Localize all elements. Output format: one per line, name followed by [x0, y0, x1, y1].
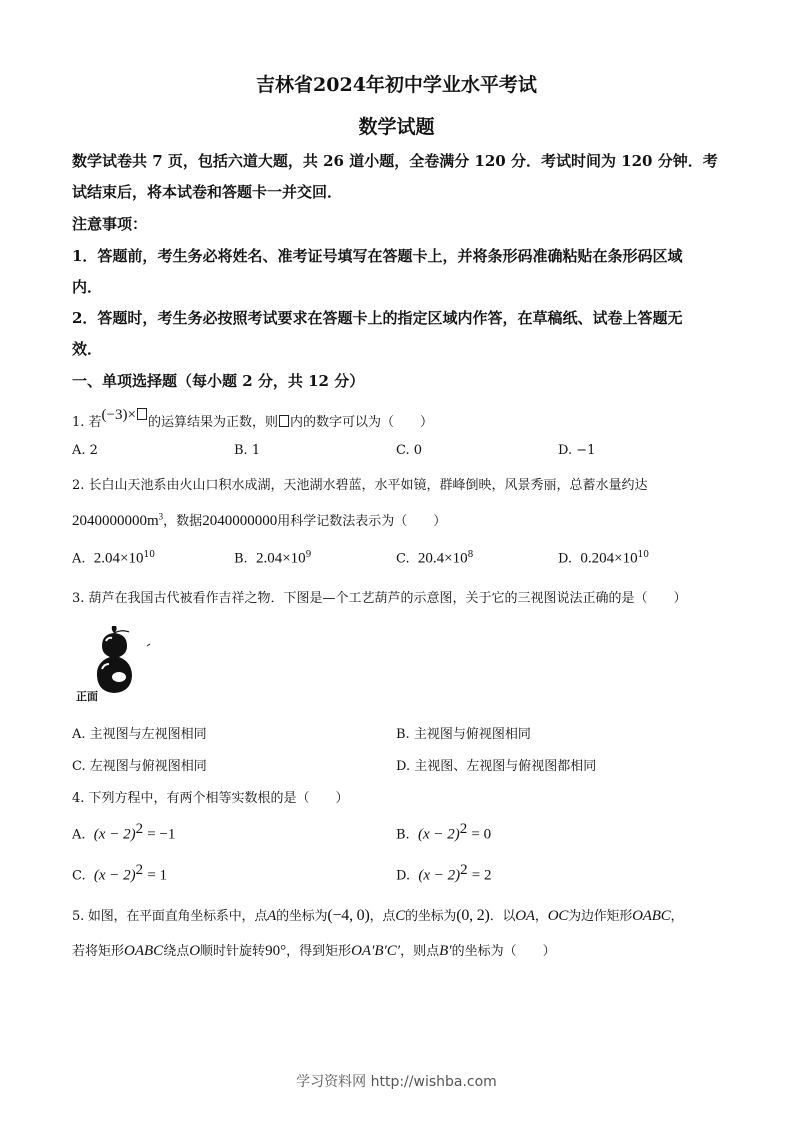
text: ，则点	[400, 944, 440, 959]
option-exponent: 9	[305, 550, 312, 560]
text: 的坐标为	[276, 909, 328, 924]
point-a: A	[267, 908, 277, 924]
option-rhs: = −1	[147, 826, 176, 843]
text: 5. 如图，在平面直角坐标系中，点	[72, 909, 268, 924]
option-label: D.	[558, 551, 573, 567]
q1-prefix: 1. 若	[72, 415, 102, 430]
q3-option-b[interactable]: B. 主视图与俯视图相同	[396, 727, 531, 742]
option-exponent: 10	[637, 550, 650, 560]
q2-option-c[interactable]	[396, 550, 473, 567]
q4-option-d[interactable]	[396, 862, 492, 884]
option-exponent: 2	[135, 821, 144, 837]
point-a-coordinates: (−4, 0)	[327, 907, 370, 924]
q2-line-2	[72, 510, 446, 530]
figure-label: 正面	[76, 690, 98, 703]
segment-oa: OA	[515, 908, 535, 924]
option-label: B.	[396, 827, 410, 843]
option-label: D.	[396, 868, 411, 884]
q4-option-a[interactable]	[72, 821, 175, 843]
text: ，点	[369, 909, 396, 924]
notes-heading: 注意事项：	[72, 215, 148, 233]
option-value: 2.04×10	[93, 550, 144, 567]
text: 顺时针旋转	[200, 944, 266, 959]
text: 为边作矩形	[568, 909, 633, 924]
q4-text: 4. 下列方程中，有两个相等实数根的是（ ）	[72, 791, 349, 806]
option-expression: (x − 2)	[418, 867, 461, 884]
note-2-line-2: 效．	[72, 340, 103, 358]
option-exponent: 10	[143, 550, 155, 560]
option-rhs: = 0	[471, 826, 492, 843]
q2-line-1: 2. 长白山天池系由火山口积水成湖，天池湖水碧蓝，水平如镜，群峰倒映，风景秀丽，总蓄水量约达	[72, 478, 648, 493]
point-o: O	[189, 943, 201, 959]
blank-box-icon	[279, 415, 289, 427]
option-value: 20.4×10	[417, 550, 468, 567]
option-exponent: 2	[459, 821, 468, 837]
note-1-line-1: 1．答题前，考生务必将姓名、准考证号填写在答题卡上，并将条形码准确粘贴在条形码区域	[72, 247, 683, 265]
q1-mid: 的运算结果为正数，则	[147, 415, 278, 430]
text: ，	[534, 909, 548, 924]
option-expression: (x − 2)	[93, 867, 136, 884]
q2-volume: 2040000000m	[72, 513, 159, 529]
q2-number: 2040000000	[202, 513, 278, 529]
note-1-line-2: 内．	[72, 278, 103, 296]
option-expression: (x − 2)	[417, 826, 460, 843]
q2-option-d[interactable]	[558, 550, 649, 567]
point-c: C	[395, 908, 406, 924]
q1-option-c[interactable]: C. 0	[396, 443, 423, 458]
q1-expression: (−3)×	[101, 407, 136, 423]
q2-volume-exponent: 3	[158, 511, 164, 522]
q2-option-a[interactable]	[72, 550, 155, 567]
question-1	[72, 407, 433, 431]
text: ．以	[489, 909, 516, 924]
option-label: A.	[72, 551, 86, 567]
option-label: C.	[72, 868, 86, 884]
q5-line-1	[72, 905, 683, 925]
option-label: C.	[396, 551, 410, 567]
segment-oc: OC	[547, 908, 569, 924]
option-exponent: 8	[467, 550, 474, 560]
point-b-prime: B′	[439, 943, 452, 959]
q1-option-a[interactable]: A. 2	[72, 443, 98, 458]
q3-option-c[interactable]: C. 左视图与俯视图相同	[72, 759, 207, 774]
q3-option-d[interactable]: D. 主视图、左视图与俯视图都相同	[396, 759, 597, 774]
footer-watermark: 学习资料网 http://wishba.com	[296, 1074, 497, 1090]
q2-option-b[interactable]	[234, 550, 311, 567]
q4-option-b[interactable]	[396, 821, 491, 843]
intro-line-2: 试结束后，将本试卷和答题卡一并交回．	[72, 183, 343, 201]
q2-line-2-mid: ，数据	[163, 514, 203, 529]
note-2-line-1: 2．答题时，考生务必按照考试要求在答题卡上的指定区域内作答，在草稿纸、试卷上答题无	[72, 309, 683, 327]
option-expression: (x − 2)	[93, 826, 136, 843]
option-rhs: = 2	[471, 867, 492, 884]
q1-option-b[interactable]: B. 1	[234, 443, 261, 458]
option-value: 0.204×10	[580, 550, 638, 567]
q2-line-2-end: 用科学记数法表示为（ ）	[277, 514, 447, 529]
q5-line-2	[72, 940, 556, 960]
option-label: A.	[72, 827, 86, 843]
text: 绕点	[163, 944, 190, 959]
rectangle-oabc: OABC	[124, 943, 164, 959]
rectangle-oabc: OABC	[632, 908, 671, 924]
blank-box-icon	[137, 408, 147, 420]
q4-option-c[interactable]	[72, 862, 167, 884]
text: 的坐标为（ ）	[451, 944, 556, 959]
q3-option-a[interactable]: A. 主视图与左视图相同	[72, 727, 207, 742]
intro-line-1: 数学试卷共 7 页，包括六道大题，共 26 道小题，全卷满分 120 分．考试时间为 120 分钟．考	[72, 152, 718, 170]
text: 的坐标为	[405, 909, 457, 924]
rotation-angle: 90°	[265, 943, 287, 959]
option-rhs: = 1	[147, 867, 168, 884]
q1-option-d[interactable]: D. −1	[558, 443, 596, 458]
text: ，得到矩形	[286, 944, 352, 959]
q1-suffix: 内的数字可以为（ ）	[289, 415, 433, 430]
page-title: 吉林省2024年初中学业水平考试	[256, 74, 537, 96]
text: 若将矩形	[72, 944, 125, 959]
text: ，	[670, 909, 684, 924]
option-value: 2.04×10	[255, 550, 306, 567]
point-c-coordinates: (0, 2)	[456, 907, 490, 924]
option-label: B.	[234, 551, 248, 567]
rectangle-oa-b-c-prime: OA′B′C′	[351, 943, 401, 959]
q3-text: 3. 葫芦在我国古代被看作吉祥之物．下图是—个工艺葫芦的示意图，关于它的三视图说法正确的是（ ）	[72, 591, 687, 606]
option-exponent: 2	[460, 862, 468, 878]
page-subtitle: 数学试题	[358, 116, 435, 138]
section-1-heading: 一、单项选择题（每小题 2 分，共 12 分）	[72, 372, 365, 390]
option-exponent: 2	[135, 862, 144, 878]
